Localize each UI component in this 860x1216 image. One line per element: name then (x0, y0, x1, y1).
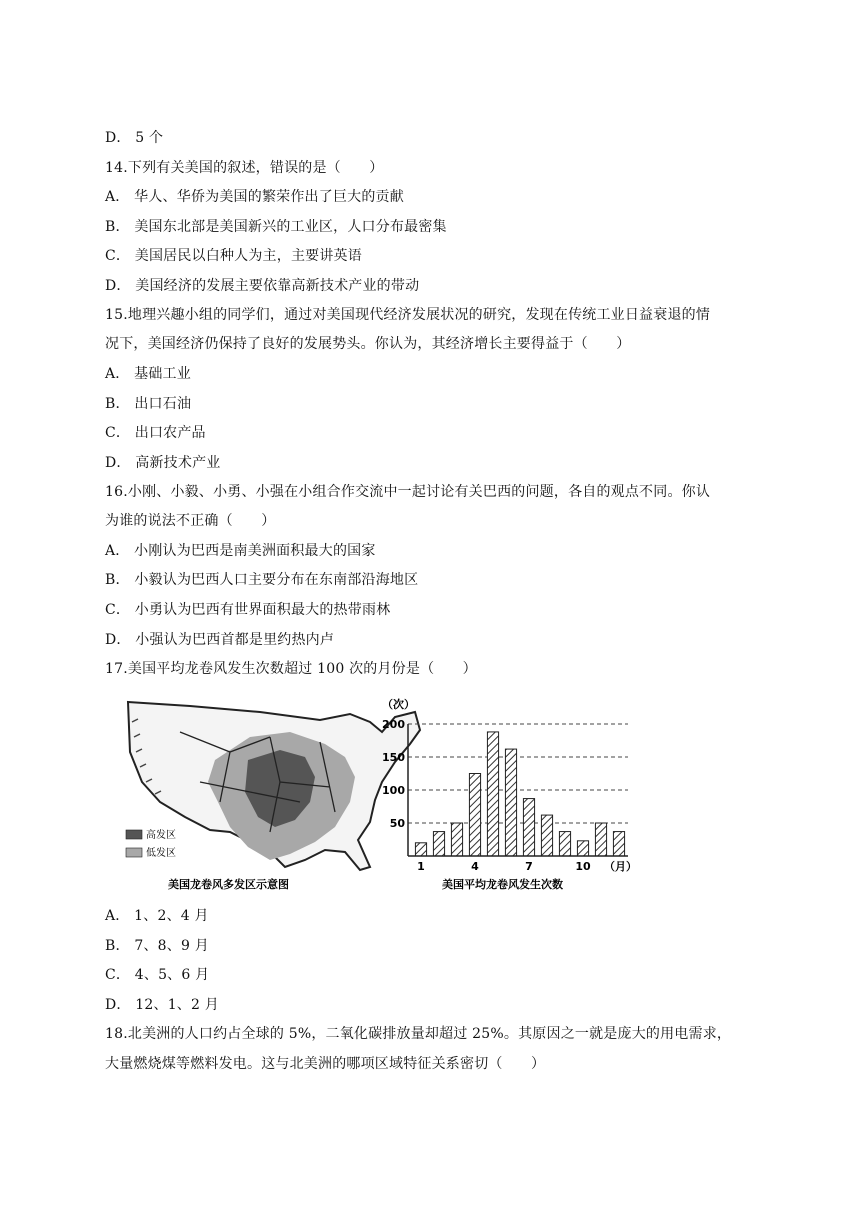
legend-label-high: 高发区 (146, 830, 176, 841)
q14-option-d: D． 美国经济的发展主要依靠高新技术产业的带动 (105, 278, 420, 294)
x-tick-label: 7 (525, 860, 533, 873)
chart-x-label: （月） (604, 860, 637, 873)
tornado-chart (372, 692, 650, 897)
y-tick-label: 100 (382, 784, 405, 797)
bar-month-4 (469, 774, 480, 857)
bar-month-10 (577, 841, 588, 856)
bar-month-9 (559, 832, 570, 856)
q16-stem-line1: 16.小刚、小毅、小勇、小强在小组合作交流中一起讨论有关巴西的问题，各自的观点不同。你认 (105, 484, 711, 500)
q18-stem-line1: 18.北美洲的人口约占全球的 5%，二氧化碳排放量却超过 25%。其原因之一就是庞大的用电需求， (105, 1026, 732, 1042)
q18-stem-line2: 大量燃烧煤等燃料发电。这与北美洲的哪项区域特征关系密切（ ） (105, 1056, 546, 1072)
q17-figure (120, 692, 650, 897)
q15-stem-line2: 况下，美国经济仍保持了良好的发展势头。你认为，其经济增长主要得益于（ ） (105, 336, 631, 352)
q15-option-a: A． 基础工业 (105, 366, 191, 382)
q15-option-b: B． 出口石油 (105, 396, 192, 412)
q14-option-a: A． 华人、华侨为美国的繁荣作出了巨大的贡献 (105, 189, 404, 205)
q16-option-b: B． 小毅认为巴西人口主要分布在东南部沿海地区 (105, 572, 419, 588)
bar-month-7 (523, 799, 534, 856)
q17-option-d: D． 12、1、2 月 (105, 997, 219, 1013)
legend-swatch-low (126, 848, 142, 857)
bar-month-3 (451, 823, 462, 856)
bar-month-5 (487, 732, 498, 856)
chart-title: 美国平均龙卷风发生次数 (442, 878, 563, 891)
x-tick-label: 1 (417, 860, 425, 873)
q16-option-c: C． 小勇认为巴西有世界面积最大的热带雨林 (105, 602, 391, 618)
q16-stem-line2: 为谁的说法不正确（ ） (105, 513, 276, 529)
bar-month-1 (415, 843, 426, 856)
q15-option-d: D． 高新技术产业 (105, 455, 221, 471)
bar-month-2 (433, 832, 444, 856)
q14-stem: 14.下列有关美国的叙述，错误的是（ ） (105, 160, 384, 176)
q17-option-a: A． 1、2、4 月 (105, 908, 209, 924)
y-tick-label: 50 (389, 817, 405, 830)
bar-month-11 (595, 823, 606, 856)
y-tick-label: 200 (382, 718, 405, 731)
x-tick-label: 10 (575, 860, 591, 873)
q17-option-b: B． 7、8、9 月 (105, 938, 209, 954)
q15-stem-line1: 15.地理兴趣小组的同学们，通过对美国现代经济发展状况的研究，发现在传统工业日益衰退的情 (105, 307, 711, 323)
bar-month-6 (505, 749, 516, 856)
q16-option-a: A． 小刚认为巴西是南美洲面积最大的国家 (105, 543, 376, 559)
q16-option-d: D． 小强认为巴西首都是里约热内卢 (105, 632, 335, 648)
chart-y-label: （次） (382, 698, 415, 711)
legend-label-low: 低发区 (146, 848, 176, 859)
bar-month-12 (613, 832, 624, 856)
map-caption: 美国龙卷风多发区示意图 (168, 878, 289, 891)
q14-option-b: B． 美国东北部是美国新兴的工业区，人口分布最密集 (105, 219, 447, 235)
q17-stem: 17.美国平均龙卷风发生次数超过 100 次的月份是（ ） (105, 661, 477, 677)
legend-swatch-high (126, 830, 142, 839)
q15-option-c: C． 出口农产品 (105, 425, 206, 441)
q17-option-c: C． 4、5、6 月 (105, 967, 210, 983)
bar-month-8 (541, 815, 552, 856)
q13-option-d: D． 5 个 (105, 130, 164, 146)
y-tick-label: 150 (382, 751, 405, 764)
x-tick-label: 4 (471, 860, 479, 873)
q14-option-c: C． 美国居民以白种人为主，主要讲英语 (105, 248, 362, 264)
